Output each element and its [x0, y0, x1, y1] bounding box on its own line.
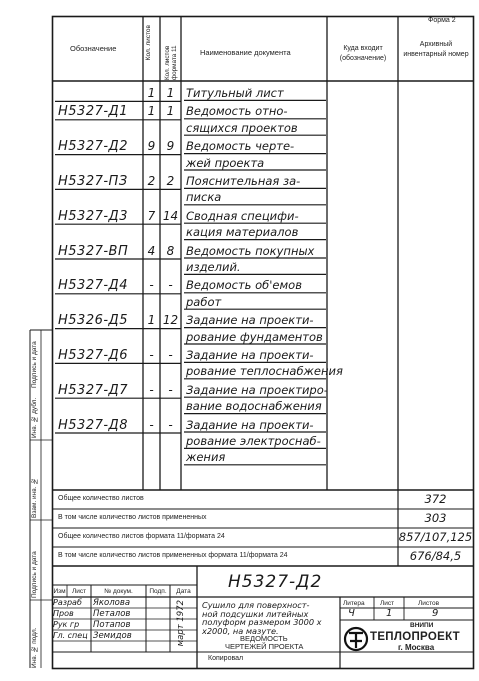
- stamp-subject-line: x2000, на мазуте.: [202, 625, 279, 636]
- row-format11: -: [168, 417, 173, 432]
- row-sheets: 4: [147, 243, 156, 258]
- row-sheets: 1: [147, 313, 156, 328]
- stamp-col-header: Дата: [176, 588, 191, 595]
- total-label: В том числе количество листов примененных: [58, 514, 207, 521]
- row-sheets: 1: [147, 86, 156, 100]
- stamp-col-header: № докум.: [104, 588, 133, 595]
- row-format11: 14: [162, 208, 179, 223]
- row-format11: 9: [166, 139, 175, 154]
- copied-label: Копировал: [208, 655, 244, 662]
- sheets-value: 9: [432, 608, 439, 619]
- row-sheets: -: [149, 278, 154, 293]
- row-code: Н5327-Д3: [58, 208, 128, 224]
- col-header-included: Куда входит (обозначение): [339, 45, 387, 62]
- forma-label: Форма 2: [428, 17, 456, 24]
- litera-value: Ч: [348, 608, 355, 619]
- row-code: Н5326-Д5: [58, 313, 128, 329]
- sheet-value: 1: [386, 608, 393, 619]
- col-header-format11: Кол. листов формата 11: [164, 45, 178, 80]
- stamp-person-name: Петалов: [93, 609, 131, 619]
- row-sheets: 7: [147, 208, 156, 223]
- stamp-code: Н5327-Д2: [228, 572, 323, 592]
- stamp-person-name: Земидов: [93, 631, 132, 641]
- stamp-role: Рук гр: [53, 620, 80, 629]
- row-name-line: вание водоснабжения: [186, 399, 322, 414]
- margin-label-c: Взам. инв. №: [31, 477, 38, 518]
- row-name-line: Задание на проекти-: [186, 348, 314, 362]
- org-top: ВНИПИ: [410, 622, 434, 629]
- row-code: Н5327-ВП: [58, 243, 129, 259]
- sheet-label: Лист: [380, 600, 395, 607]
- stamp-role: Пров: [53, 609, 74, 618]
- row-code: Н5327-ПЗ: [58, 174, 128, 189]
- row-format11: 12: [162, 313, 179, 328]
- stamp-subject-line: Сушило для поверхност-: [202, 600, 310, 610]
- row-format11: 1: [166, 86, 175, 100]
- row-code: Н5327-Д7: [58, 382, 128, 398]
- row-name-line: Ведомость отно-: [186, 104, 288, 119]
- stamp-col-header: Подп.: [149, 588, 167, 595]
- stamp-subject-line: ной подсушки литейных: [202, 608, 309, 619]
- row-format11: -: [168, 278, 173, 293]
- row-name-line: рование теплоснабжения: [186, 364, 343, 379]
- row-sheets: 2: [147, 174, 156, 188]
- stamp-title-2: ЧЕРТЕЖЕЙ ПРОЕКТА: [225, 642, 304, 651]
- stamp-subject-line: полуформ размером 3000 x: [202, 617, 322, 627]
- row-code: Н5327-Д8: [58, 417, 128, 433]
- total-value: 372: [424, 492, 447, 506]
- total-label: Общее количество листов формата 11/формата 24: [58, 533, 225, 540]
- stamp-date: март 1972: [176, 600, 186, 647]
- col-header-name: Наименование документа: [200, 48, 291, 57]
- row-name-line: рование электроснаб-: [186, 434, 321, 448]
- org-name: ТЕПЛОПРОЕКТ: [370, 631, 461, 643]
- margin-label-e: Подпись и дата: [31, 341, 38, 388]
- row-name-line: Ведомость покупных: [186, 243, 315, 258]
- row-name-line: Ведомость об'емов: [186, 278, 302, 293]
- margin-label-a: Инв. № подл.: [31, 627, 38, 668]
- row-name-line: Пояснительная за-: [186, 174, 301, 188]
- col-header-designation: Обозначение: [70, 44, 117, 53]
- stamp-role: Разраб: [53, 598, 82, 607]
- row-sheets: -: [149, 417, 154, 432]
- col-header-archive: Архивный инвентарный номер: [403, 41, 469, 58]
- row-name-line: рование фундаментов: [186, 329, 323, 344]
- row-format11: 2: [166, 174, 175, 188]
- org-logo: [345, 628, 367, 650]
- row-name-line: Ведомость черте-: [186, 139, 295, 154]
- row-name-line: Задание на проекти-: [186, 313, 314, 328]
- org-city: г. Москва: [398, 643, 435, 652]
- row-sheets: 1: [147, 104, 156, 119]
- litera-label: Литера: [343, 600, 365, 607]
- stamp-person-name: Потапов: [93, 620, 131, 630]
- margin-label-b: Подпись и дата: [31, 551, 38, 598]
- row-code: Н5327-Д1: [58, 104, 128, 120]
- row-name-line: изделий.: [186, 260, 241, 274]
- row-sheets: -: [149, 348, 154, 362]
- row-name-line: Титульный лист: [186, 86, 284, 100]
- row-code: Н5327-Д4: [58, 278, 128, 294]
- row-name-line: работ: [186, 294, 222, 309]
- row-name-line: кация материалов: [186, 225, 299, 240]
- row-code: Н5327-Д2: [58, 139, 128, 155]
- row-sheets: -: [149, 382, 154, 397]
- stamp-title-1: ВЕДОМОСТЬ: [240, 634, 288, 643]
- row-name-line: писка: [186, 190, 222, 205]
- total-value: 857/107,125: [398, 530, 473, 544]
- sheets-label: Листов: [418, 600, 440, 607]
- total-label: Общее количество листов: [58, 495, 144, 502]
- stamp-role: Гл. спец: [53, 631, 88, 640]
- row-format11: 1: [166, 104, 175, 119]
- row-sheets: 9: [147, 139, 156, 154]
- row-code: Н5327-Д6: [58, 348, 128, 363]
- stamp-person-name: Яколова: [93, 598, 131, 608]
- row-format11: -: [168, 382, 173, 397]
- stamp-col-header: Лист: [71, 588, 87, 595]
- row-name-line: жения: [186, 450, 226, 465]
- row-name-line: Задание на проектиро-: [186, 382, 328, 397]
- total-value: 676/84,5: [409, 549, 462, 563]
- row-name-line: Задание на проекти-: [186, 417, 314, 432]
- stamp-col-header: Изм: [53, 588, 66, 595]
- margin-label-d: Инв. № дубл.: [31, 397, 38, 438]
- row-format11: -: [168, 348, 173, 362]
- total-value: 303: [424, 511, 447, 525]
- row-format11: 8: [166, 243, 175, 258]
- col-header-sheets: Кол. листов: [145, 25, 152, 61]
- row-name-line: жей проекта: [186, 155, 265, 170]
- row-name-line: сящихся проектов: [186, 120, 298, 135]
- total-label: В том числе количество листов примененных формата 11/формата 24: [58, 552, 288, 559]
- row-name-line: Сводная специфи-: [186, 208, 299, 223]
